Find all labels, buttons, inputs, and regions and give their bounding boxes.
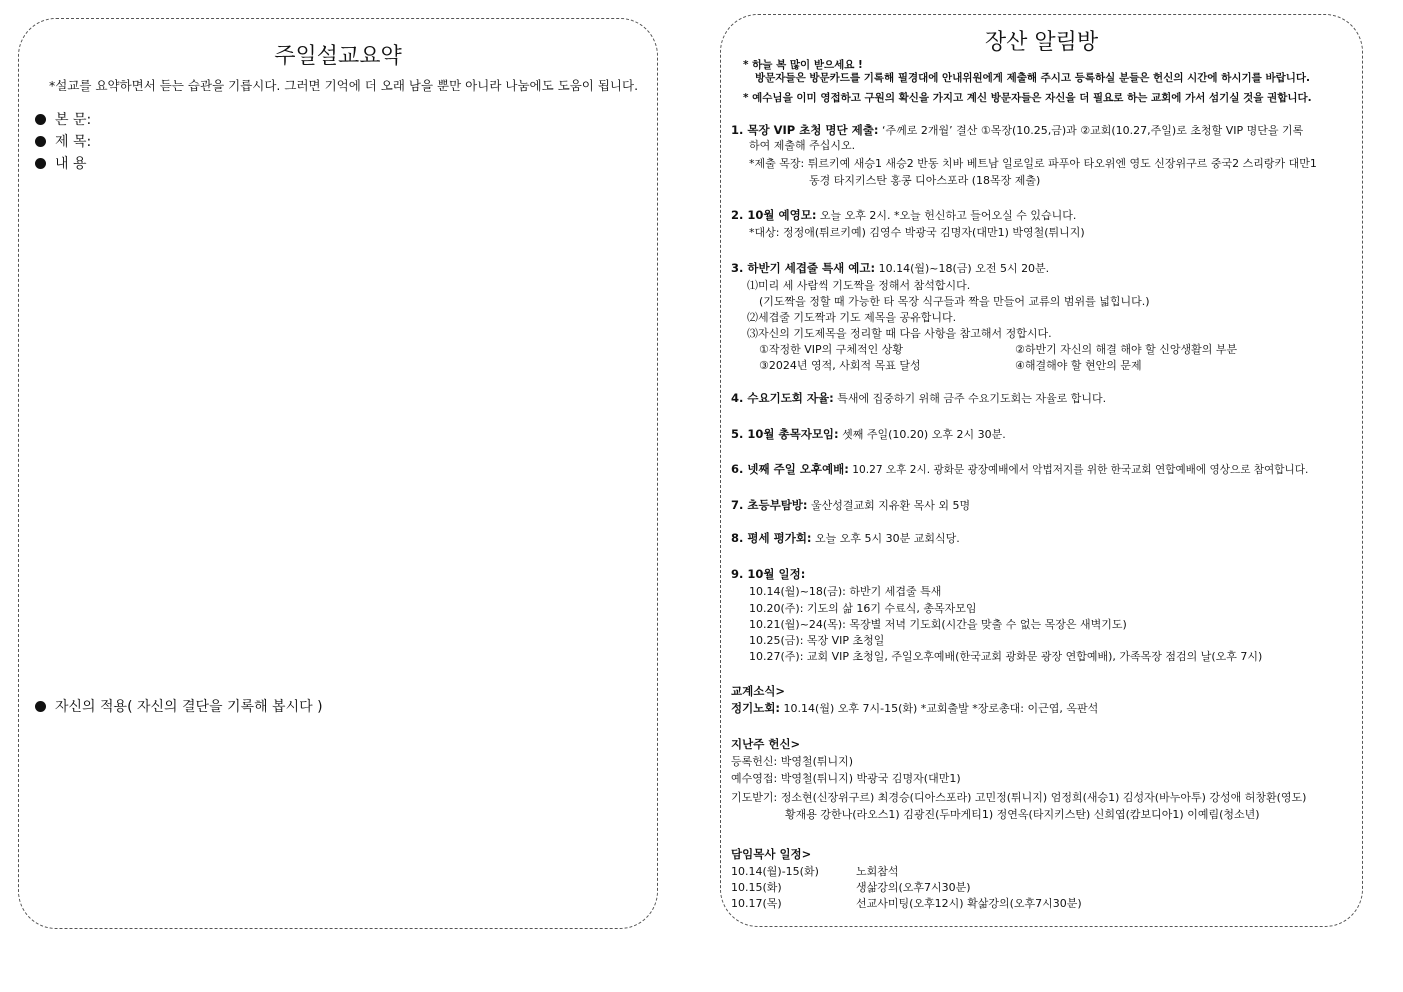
sermon-summary-panel: [18, 18, 658, 929]
notice-3: [731, 260, 1049, 277]
notice-1-text: ‘주께로 2개월’ 결산 ①목장(10.25,금)과 ②교회(10.27,주일)로 초청할 VIP 명단을 기록: [878, 124, 1304, 137]
subject-label: 제 목:: [55, 134, 92, 150]
church-news-line: [731, 700, 1098, 717]
pastor-date-3: 10.17(목): [731, 897, 782, 910]
notice-3-sub4: ④해결해야 할 현안의 문제: [1015, 359, 1142, 372]
notice-6-text: 10.27 오후 2시. 광화문 광장예배에서 악법저지를 위한 한국교회 연합예배에 영상으로 참여합니다.: [848, 464, 1309, 476]
schedule-line-3: 10.21(월)~24(목): 목장별 저녁 기도회(시간을 맞출 수 없는 목장은 새벽기도): [749, 618, 1127, 631]
notice-5: [731, 426, 1006, 443]
notice-2-head: 2. 10월 예영모:: [731, 208, 817, 222]
notice-7-head: 7. 초등부탐방:: [731, 498, 808, 512]
application-item: [35, 696, 323, 716]
notice-1-head: 1. 목장 VIP 초청 명단 제출:: [731, 123, 879, 137]
church-news-text: 10.14(월) 오후 7시-15(화) *교회출발 *장로총대: 이근엽, 옥판석: [780, 702, 1099, 715]
application-label: 자신의 적용( 자신의 결단을 기록해 봅시다 ): [55, 699, 323, 715]
offering-line-3: 기도받기: 정소현(신장위구르) 최경승(디아스포라) 고민정(튀니지) 엄정희(새승1) 김성자(바누아투) 강성애 허창환(영도): [731, 791, 1307, 804]
bullet-icon: [35, 136, 46, 147]
notice-3-text: 10.14(월)~18(금) 오전 5시 20분.: [875, 262, 1050, 275]
content-item: [35, 153, 87, 173]
notice-5-text: 셋째 주일(10.20) 오후 2시 30분.: [838, 428, 1006, 441]
pastor-schedule-head: 담임목사 일정>: [731, 847, 812, 861]
notice-2: [731, 207, 1076, 224]
offering-line-2: 예수영접: 박영철(튀니지) 박광국 김명자(대만1): [731, 772, 961, 785]
bullet-icon: [35, 158, 46, 169]
offering-line-4: 황재용 강한나(라오스1) 김광진(두마게티1) 정연옥(타지키스탄) 신희엽(캄보디아1) 이예림(청소년): [785, 808, 1260, 821]
schedule-line-2: 10.20(주): 기도의 삶 16기 수료식, 총목자모임: [749, 602, 977, 615]
notice-1-line3: *제출 목장: 튀르키예 새승1 새승2 반동 치바 베트남 일로일로 파푸아 타오위엔 영도 신장위구르 중국2 스리랑카 대만1: [749, 157, 1317, 170]
sermon-summary-title: 주일설교요약: [274, 44, 402, 69]
offering-head: 지난주 헌신>: [731, 737, 801, 751]
notice-3-sub3: ③2024년 영적, 사회적 목표 달성: [759, 359, 921, 372]
notice-8: [731, 530, 960, 547]
notice-8-text: 오늘 오후 5시 30분 교회식당.: [811, 532, 960, 545]
passage-item: [35, 109, 91, 129]
notice-4-head: 4. 수요기도회 자율:: [731, 391, 834, 405]
notice-2-text: 오늘 오후 2시. *오늘 헌신하고 들어오실 수 있습니다.: [816, 209, 1077, 222]
notice-3-sub2: ②하반기 자신의 해결 해야 할 신앙생활의 부분: [1015, 343, 1238, 356]
notice-6: [731, 461, 1308, 478]
notice-9-head: 9. 10월 일정:: [731, 567, 806, 581]
pastor-event-3: 선교사미팅(오후12시) 확삶강의(오후7시30분): [856, 897, 1082, 910]
pastor-date-1: 10.14(월)-15(화): [731, 865, 819, 878]
notice-8-head: 8. 평세 평가회:: [731, 531, 812, 545]
announcements-panel: [720, 14, 1363, 927]
welcome-line-2: 방문자들은 방문카드를 기록해 필경대에 안내위원에게 제출해 주시고 등록하실 분들은 헌신의 시간에 하시기를 바랍니다.: [755, 72, 1311, 84]
passage-label: 본 문:: [55, 112, 92, 128]
notice-1-line4: 동경 타지키스탄 홍콩 디아스포라 (18목장 제출): [809, 174, 1041, 187]
notice-7: [731, 497, 970, 514]
schedule-line-4: 10.25(금): 목장 VIP 초청일: [749, 634, 885, 647]
notice-1-line2: 하여 제출해 주십시오.: [749, 139, 856, 152]
announcements-title: 장산 알림방: [984, 30, 1099, 55]
content-label: 내 용: [55, 156, 87, 172]
notice-3-line4: ⑶자신의 기도제목을 정리할 때 다음 사항을 참고해서 정합시다.: [747, 327, 1052, 340]
notice-3-sub1: ①작정한 VIP의 구체적인 상황: [759, 343, 904, 356]
notice-6-head: 6. 넷째 주일 오후예배:: [731, 462, 849, 476]
welcome-line-1: * 하늘 복 많이 받으세요 !: [743, 59, 863, 71]
notice-4-text: 특새에 집중하기 위해 금주 수요기도회는 자율로 합니다.: [833, 392, 1107, 405]
pastor-event-1: 노회참석: [856, 865, 899, 878]
notice-3-line2: (기도짝을 정할 때 가능한 타 목장 식구들과 짝을 만들어 교류의 범위를 넓힙니다.): [759, 295, 1150, 308]
notice-3-line3: ⑵세겹줄 기도짝과 기도 제목을 공유합니다.: [747, 311, 957, 324]
welcome-line-3: * 예수님을 이미 영접하고 구원의 확신을 가지고 계신 방문자들은 자신을 더 필요로 하는 교회에 가서 섬기실 것을 권합니다.: [743, 92, 1312, 104]
notice-2-line2: *대상: 정정애(튀르키예) 김영수 박광국 김명자(대만1) 박영철(튀니지): [749, 226, 1085, 239]
bullet-icon: [35, 701, 46, 712]
notice-3-line1: ⑴미리 세 사람씩 기도짝을 정해서 참석합시다.: [747, 279, 971, 292]
offering-line-1: 등록헌신: 박영철(튀니지): [731, 755, 854, 768]
church-news-head: 교계소식>: [731, 684, 786, 698]
notice-5-head: 5. 10월 총목자모임:: [731, 427, 839, 441]
pastor-date-2: 10.15(화): [731, 881, 782, 894]
notice-4: [731, 390, 1106, 407]
sermon-summary-note: *설교를 요약하면서 듣는 습관을 기릅시다. 그러면 기억에 더 오래 남을 뿐만 아니라 나눔에도 도움이 됩니다.: [49, 78, 639, 93]
schedule-line-5: 10.27(주): 교회 VIP 초청일, 주일오후예배(한국교회 광화문 광장 연합예배), 가족목장 점검의 날(오후 7시): [749, 650, 1263, 663]
bullet-icon: [35, 114, 46, 125]
pastor-event-2: 생삶강의(오후7시30분): [856, 881, 971, 894]
schedule-line-1: 10.14(월)~18(금): 하반기 세겹줄 특새: [749, 585, 942, 598]
notice-3-head: 3. 하반기 세겹줄 특새 예고:: [731, 261, 876, 275]
subject-item: [35, 131, 91, 151]
notice-1: [731, 122, 1303, 139]
notice-7-text: 울산성결교회 지유환 목사 외 5명: [807, 499, 971, 512]
church-news-label: 정기노회:: [731, 701, 781, 715]
